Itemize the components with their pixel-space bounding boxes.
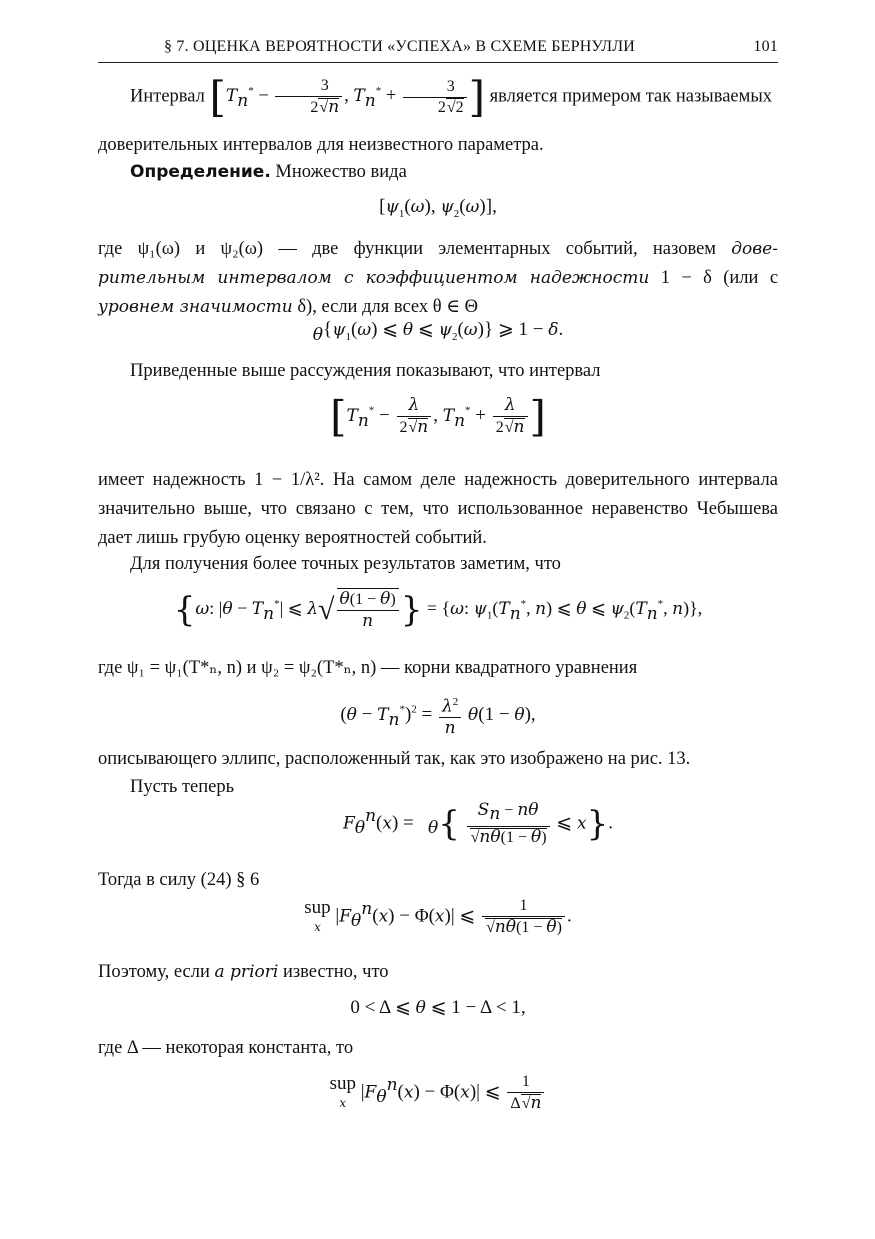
page-number: 101 (753, 38, 778, 55)
formula-quadratic: $(\theta - T_n^*)^2$ = $\frac{\lambda^2}{n}$ θ(1 − θ), (98, 692, 778, 739)
paragraph-reliability: имеет надежность 1 − 1/λ². На самом деле надежность доверительного интервала значительно выше, что связано с тем, что использованное неравенство Чебышева дает лишь грубую оценку вероятностей событий. (98, 470, 778, 548)
interval-word: Интервал (130, 86, 205, 107)
interval-tail: является примером так называемых (489, 86, 773, 107)
interval-line2: доверительных интервалов для неизвестного параметра. (98, 135, 544, 155)
paragraph-precise: Для получения более точных результатов заметим, что (130, 554, 561, 574)
running-header (98, 36, 778, 63)
paragraph-interval (98, 72, 778, 122)
paragraph-where-delta: где Δ — некоторая константа, то (98, 1038, 354, 1058)
document-page (98, 0, 778, 1239)
paragraph-reasoning: Приведенные выше рассуждения показывают, что интервал (130, 361, 601, 381)
formula-interval-2: [$T_n^*$ − $\frac{\lambda}{2√n}$ , $T_n^*$ + $\frac{\lambda}{2√n}$ ] (330, 392, 546, 441)
paragraph-roots: где ψ₁ = ψ₁(T*ₙ, n) и ψ₂ = ψ₂(T*ₙ, n) — корни квадратного уравнения (98, 658, 638, 678)
paragraph-let-now: Пусть теперь (130, 777, 235, 797)
definition-text: Множество вида (275, 162, 407, 182)
formula-set-equality: {ω: $|\theta - T_n^*|$ ⩽ λ√ $\frac{\theta(1 - \theta)}{n}$ } = {ω: $\psi_1(T_n^*$, n) ⩽ θ ⩽ $\psi_2(T_n^*$, n)}, (173, 589, 703, 631)
formula-bound-2: sup x $|F_\theta^n(x) - \Phi(x)|$ ⩽ $\frac{1}{\Delta√n}$ (98, 1072, 778, 1114)
paragraph-ellipse: описывающего эллипс, расположенный так, как это изображено на рис. 13. (98, 749, 691, 769)
paragraph-definition-body: где ψ₁(ω) и ψ₂(ω) — две функции элементарных событий, назовем дове-рительным интервалом с коэффициентом надежности 1 − δ (или с уровнем значимости δ), если для всех θ ∈ Θ (98, 239, 779, 317)
formula-bound-1: sup x $|F_\theta^n(x) - \Phi(x)|$ ⩽ $\frac{1}{√n\theta(1 - \theta)}$ . (304, 896, 572, 937)
definition-label: Определение. (130, 162, 271, 182)
formula-interval-1: [$T_n^*$ − $\frac{3}{2√n}$ , $T_n^*$ + $\frac{3}{2√2}$ ] (209, 72, 486, 122)
header-title: § 7. ОЦЕНКА ВЕРОЯТНОСТИ «УСПЕХА» В СХЕМЕ БЕРНУЛЛИ (164, 38, 636, 55)
formula-probability: $_\theta\{\psi_1(\omega)$ ⩽ θ ⩽ $\psi_2(\omega)$} ⩾ 1 − δ. (312, 319, 564, 345)
formula-constraint: 0 < Δ ⩽ θ ⩽ 1 − Δ < 1, (350, 997, 526, 1018)
definition (98, 158, 778, 187)
paragraph-therefore: Поэтому, если a priori известно, что (98, 962, 389, 982)
formula-distribution: $F_\theta^n(x) = _\theta${ $\frac{S_n - n\theta}{√n\theta(1 - \theta)}$ ⩽ x}. (343, 800, 613, 848)
paragraph-then-by: Тогда в силу (24) § 6 (98, 870, 260, 890)
formula-set: [$\psi_1(\omega)$, $\psi_2(\omega)$], (379, 196, 497, 220)
